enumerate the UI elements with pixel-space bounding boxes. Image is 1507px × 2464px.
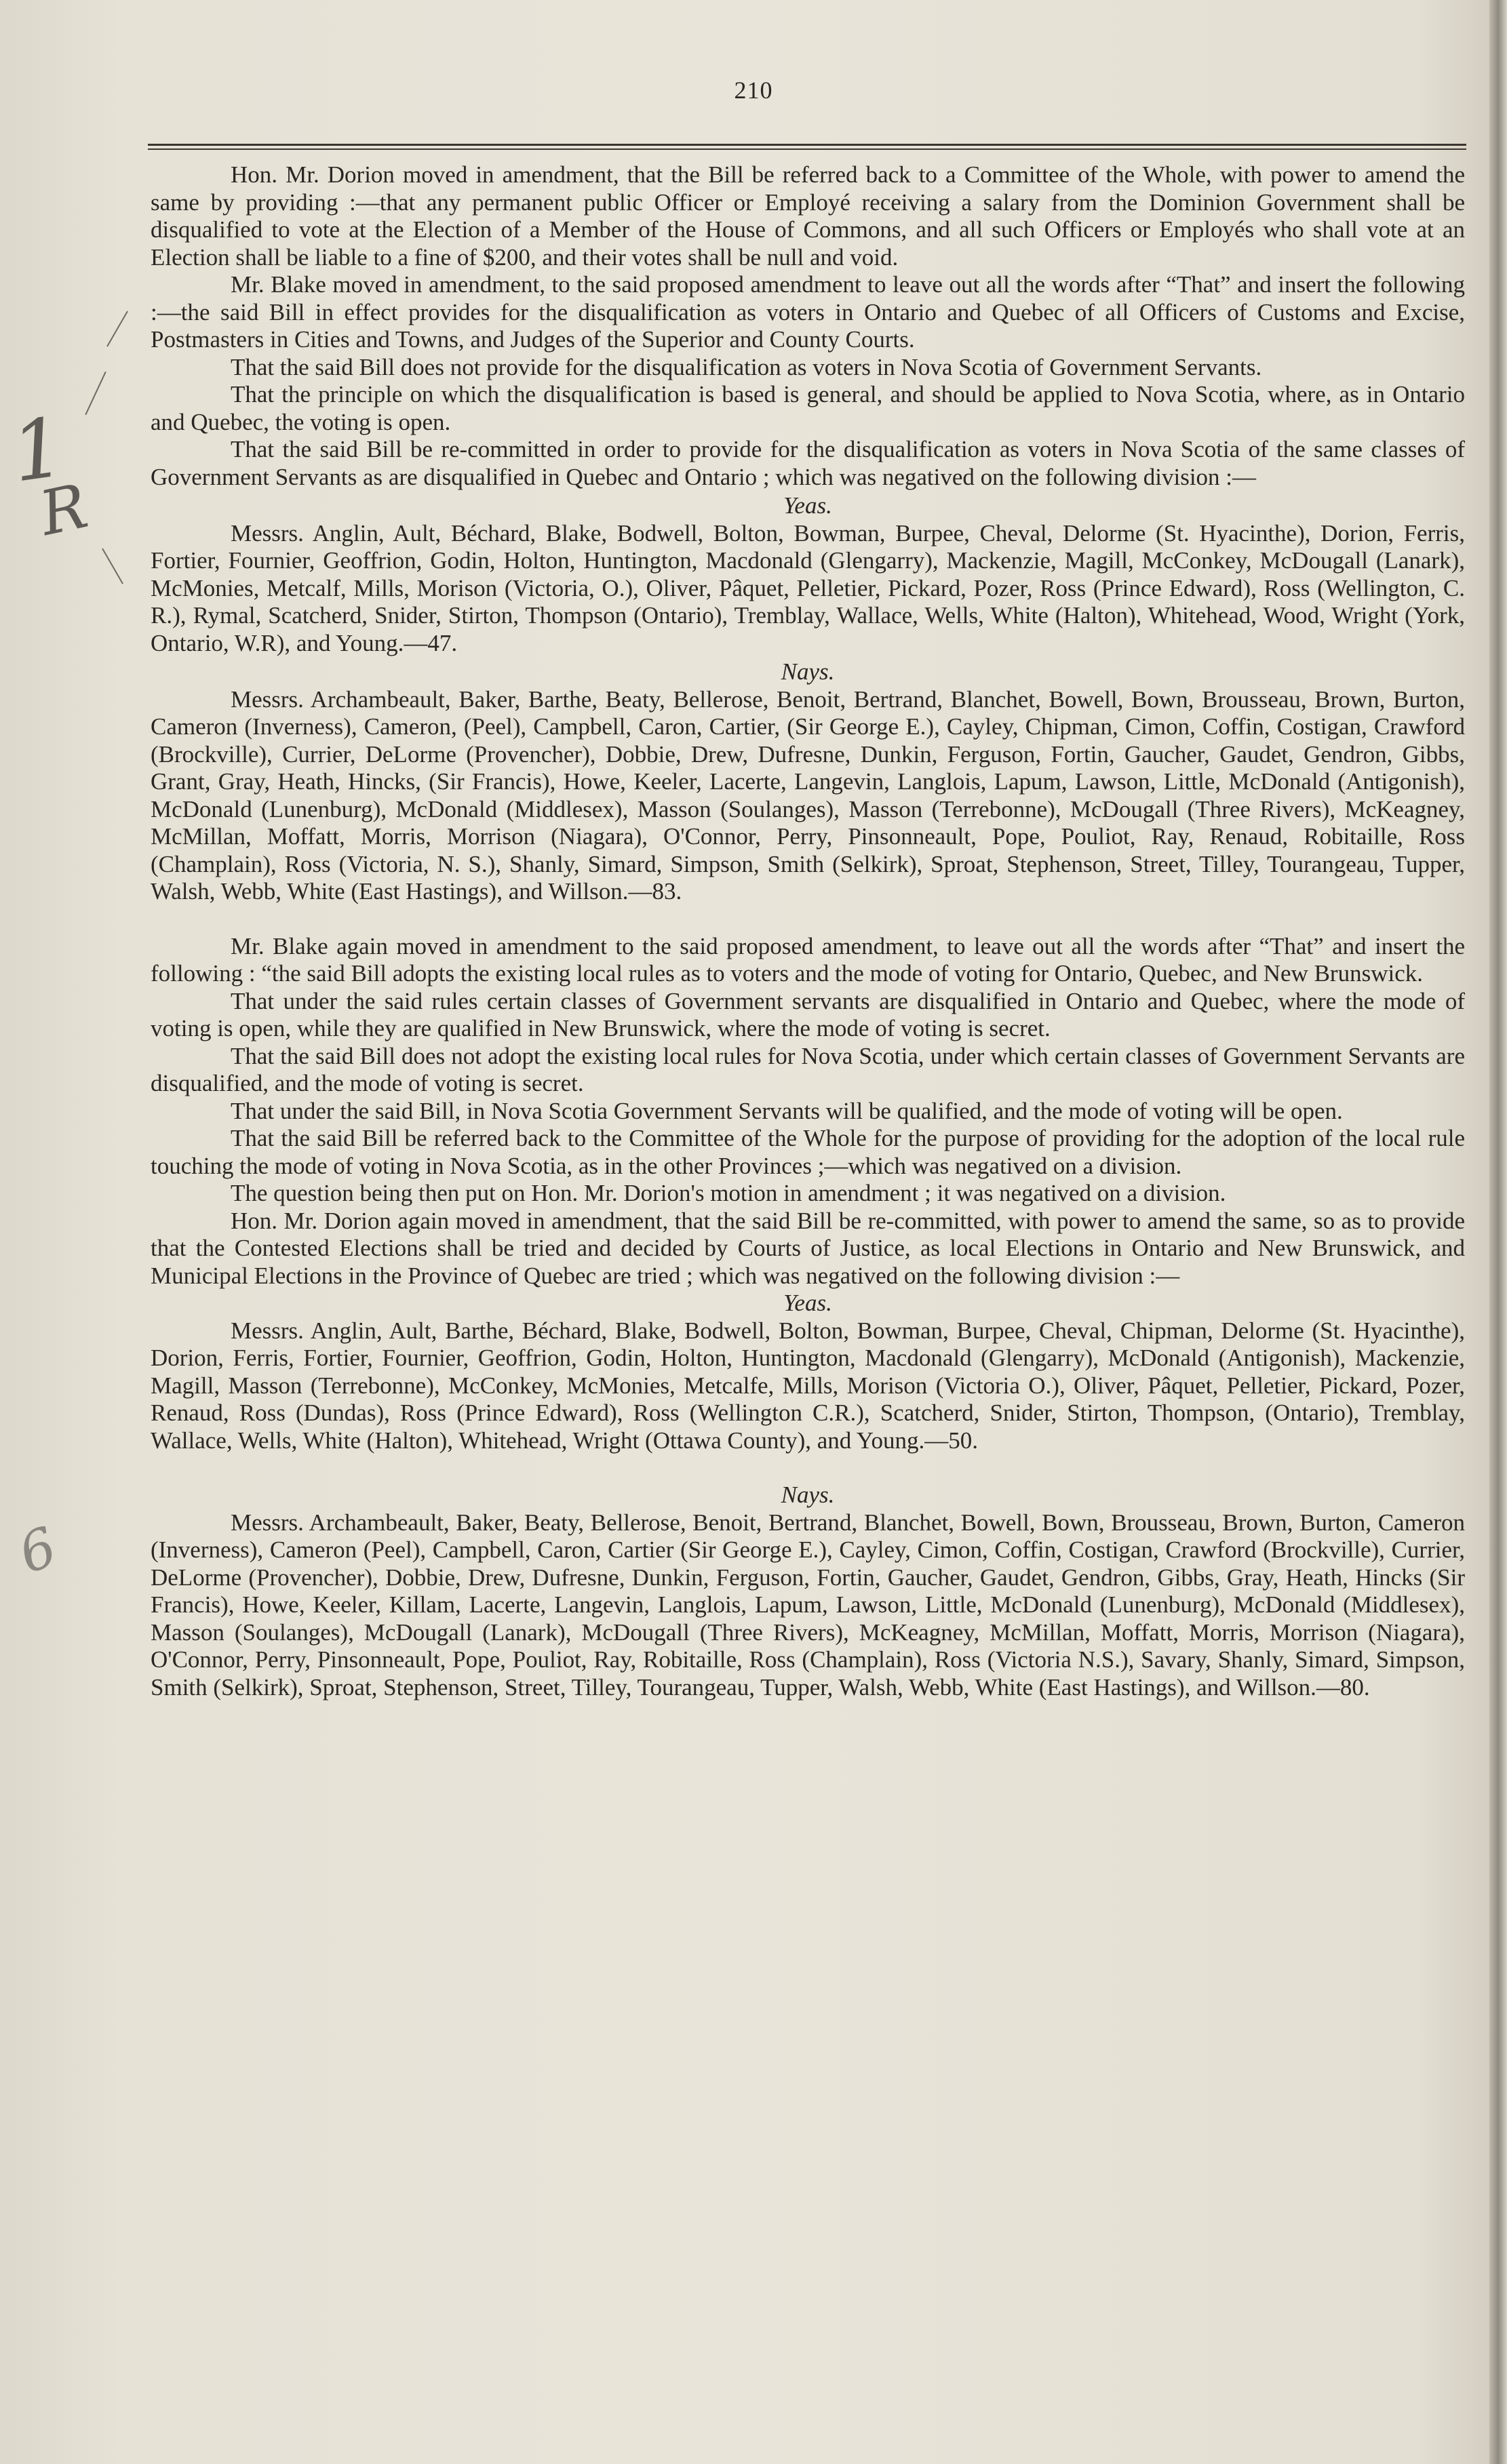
page-binding-edge bbox=[1489, 0, 1507, 2464]
paragraph: The question being then put on Hon. Mr. Dorion's motion in amendment ; it was negatived on a division. bbox=[231, 1180, 1226, 1206]
body-text bbox=[151, 161, 1465, 1701]
paragraph: That the said Bill does not adopt the existing local rules for Nova Scotia, under which certain classes of Government Servants are disqualified, and the mode of voting is secret. bbox=[151, 1042, 1465, 1096]
division-heading: Yeas. bbox=[783, 492, 832, 519]
header-rule bbox=[148, 144, 1466, 146]
paragraph: That under the said rules certain classes of Government servants are disqualified in Ontario and Quebec, where the mode of voting is open, while they are qualified in New Brunswick, where the mode of voting is secret. bbox=[151, 987, 1465, 1041]
margin-note-1: 1 bbox=[5, 400, 71, 501]
paragraph: Hon. Mr. Dorion moved in amendment, that the Bill be referred back to a Committee of the Whole, with power to amend the same by providing :—that any permanent public Officer or Employé receiving a salary from the Dominion Government shall be disqualified to vote at the Election of a Member of the House of Commons, and all such Officers or Employés who shall vote at an Election shall be liable to a fine of $200, and their votes shall be null and void. bbox=[151, 161, 1465, 271]
paragraph: Messrs. Anglin, Ault, Barthe, Béchard, Blake, Bodwell, Bolton, Bowman, Burpee, Cheval, Chipman, Delorme (St. Hyacinthe), Dorion, Ferris, Fortier, Fournier, Geoffrion, Godin, Holton, Huntington, Macdonald (Glengarry), McDonald (Antigonish), Mackenzie, Magill, Masson (Terrebonne), McConkey, McMonies, Metcalfe, Mills, Morison (Victoria O.), Oliver, Pâquet, Pelletier, Pickard, Pozer, Renaud, Ross (Dundas), Ross (Prince Edward), Ross (Wellington C.R.), Scatcherd, Snider, Stirton, Thompson, (Ontario), Tremblay, Wallace, Wells, White (Halton), Whitehead, Wright (Ottawa County), and Young.—50. bbox=[151, 1317, 1465, 1454]
header-rule-thin bbox=[148, 148, 1466, 150]
paragraph: Messrs. Anglin, Ault, Béchard, Blake, Bodwell, Bolton, Bowman, Burpee, Cheval, Delorme (St. Hyacinthe), Dorion, Ferris, Fortier, Fournier, Geoffrion, Godin, Holton, Huntington, Macdonald (Glengarry), Mackenzie, Magill, McConkey, McDougall (Lanark), McMonies, Metcalf, Mills, Morison (Victoria, O.), Oliver, Pâquet, Pelletier, Pickard, Pozer, Ross (Prince Edward), Ross (Wellington, C. R.), Rymal, Scatcherd, Snider, Stirton, Thompson (Ontario), Tremblay, Wallace, Wells, White (Halton), Whitehead, Wood, Wright (York, Ontario, W.R), and Young.—47. bbox=[151, 519, 1465, 656]
division-heading: Yeas. bbox=[783, 1290, 832, 1316]
paragraph: That the said Bill be re-committed in order to provide for the disqualification as voters in Nova Scotia of the same classes of Government Servants as are disqualified in Quebec and Ontario ; which was negatived on the following division :— bbox=[151, 436, 1465, 490]
paragraph: Mr. Blake again moved in amendment to the said proposed amendment, to leave out all the words after “That” and insert the following : “the said Bill adopts the existing local rules as to voters and the mode of voting for Ontario, Quebec, and New Brunswick. bbox=[151, 932, 1465, 987]
paragraph: Messrs. Archambeault, Baker, Beaty, Bellerose, Benoit, Bertrand, Blanchet, Bowell, Bown, Brousseau, Brown, Burton, Cameron (Inverness), Cameron (Peel), Campbell, Caron, Cartier (Sir George E.), Cayley, Cimon, Coffin, Costigan, Crawford (Brockville), Currier, DeLorme (Provencher), Dobbie, Drew, Dufresne, Dunkin, Ferguson, Fortin, Gaucher, Gaudet, Gendron, Gibbs, Gray, Heath, Hincks (Sir Francis), Howe, Keeler, Killam, Lacerte, Langevin, Langlois, Lapum, Lawson, Little, McDonald (Lunenburg), McDonald (Middlesex), Masson (Soulanges), McDougall (Lanark), McDougall (Three Rivers), McKeagney, McMillan, Moffatt, Morris, Morrison (Niagara), O'Connor, Perry, Pinsonneault, Pope, Pouliot, Ray, Robitaille, Ross (Champlain), Ross (Victoria N.S.), Savary, Shanly, Simard, Simpson, Smith (Selkirk), Sproat, Stephenson, Street, Tilley, Tourangeau, Tupper, Walsh, Webb, White (East Hastings), and Willson.—80. bbox=[151, 1509, 1465, 1701]
paragraph: That the said Bill does not provide for the disqualification as voters in Nova Scotia of Government Servants. bbox=[231, 353, 1262, 380]
paragraph: That under the said Bill, in Nova Scotia Government Servants will be qualified, and the mode of voting will be open. bbox=[231, 1097, 1343, 1124]
margin-tick bbox=[102, 549, 123, 584]
page-number: 210 bbox=[734, 77, 773, 104]
margin-tick bbox=[85, 372, 106, 415]
paragraph: Hon. Mr. Dorion again moved in amendment, that the said Bill be re-committed, with power to amend the same, so as to provide that the Contested Elections shall be tried and decided by Courts of Justice, as local Elections in Ontario and New Brunswick, and Municipal Elections in the Province of Quebec are tried ; which was negatived on the following division :— bbox=[151, 1207, 1465, 1289]
paragraph: That the principle on which the disqualification is based is general, and should be applied to Nova Scotia, where, as in Ontario and Quebec, the voting is open. bbox=[151, 381, 1465, 435]
division-heading: Nays. bbox=[781, 658, 835, 685]
division-heading: Nays. bbox=[781, 1482, 835, 1508]
paragraph: That the said Bill be referred back to the Committee of the Whole for the purpose of providing for the adoption of the local rule touching the mode of voting in Nova Scotia, as in the other Provinces ;—which was negatived on a division. bbox=[151, 1125, 1465, 1179]
margin-note-3: 6 bbox=[10, 1515, 65, 1586]
margin-note-2: R bbox=[33, 471, 94, 550]
margin-tick bbox=[106, 311, 128, 347]
paragraph: Mr. Blake moved in amendment, to the said proposed amendment to leave out all the words after “That” and insert the following :—the said Bill in effect provides for the disqualification as voters in Ontario and Quebec of all Officers of Customs and Excise, Postmasters in Cities and Towns, and Judges of the Superior and County Courts. bbox=[151, 271, 1465, 353]
paragraph: Messrs. Archambeault, Baker, Barthe, Beaty, Bellerose, Benoit, Bertrand, Blanchet, Bowell, Bown, Brousseau, Brown, Burton, Cameron (Inverness), Cameron, (Peel), Campbell, Caron, Cartier, (Sir George E.), Cayley, Chipman, Cimon, Coffin, Costigan, Crawford (Brockville), Currier, DeLorme (Provencher), Dobbie, Drew, Dufresne, Dunkin, Ferguson, Fortin, Gaucher, Gaudet, Gendron, Gibbs, Grant, Gray, Heath, Hincks, (Sir Francis), Howe, Keeler, Lacerte, Langevin, Langlois, Lapum, Lawson, Little, McDonald (Antigonish), McDonald (Lunenburg), McDonald (Middlesex), Masson (Soulanges), Masson (Terrebonne), McDougall (Three Rivers), McKeagney, McMillan, Moffatt, Morris, Morrison (Niagara), O'Connor, Perry, Pinsonneault, Pope, Pouliot, Ray, Renaud, Robitaille, Ross (Champlain), Ross (Victoria, N. S.), Shanly, Simard, Simpson, Smith (Selkirk), Sproat, Stephenson, Street, Tilley, Tourangeau, Tupper, Walsh, Webb, White (East Hastings), and Willson.—83. bbox=[151, 685, 1465, 905]
